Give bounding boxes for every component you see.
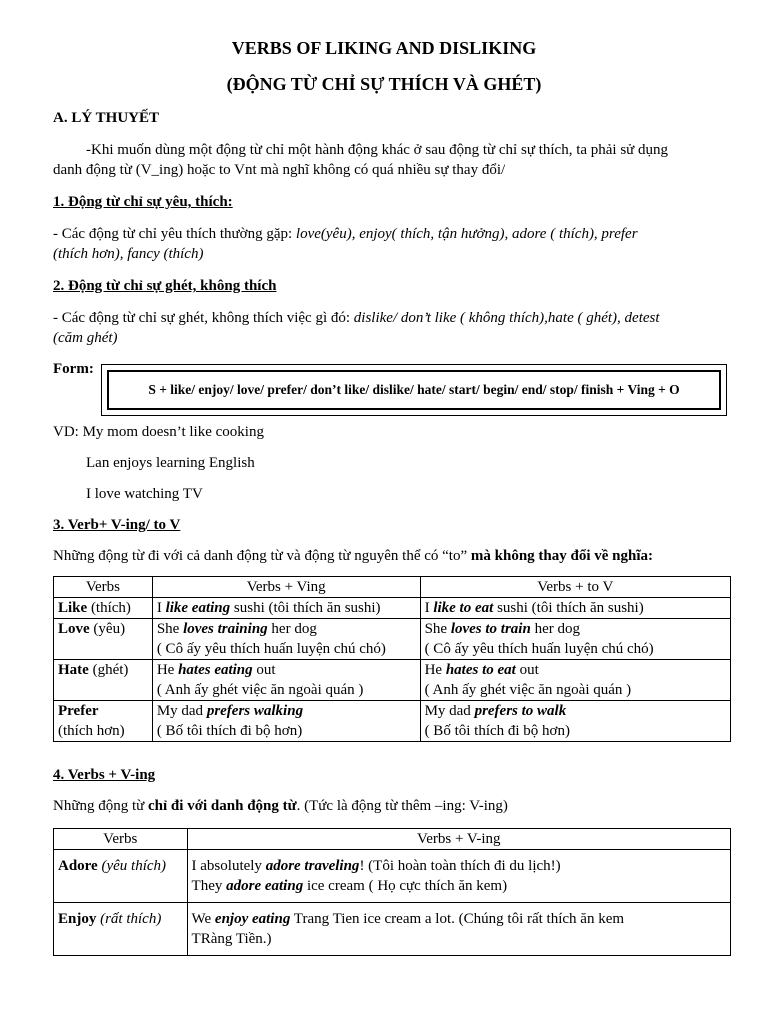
tov-cell bbox=[420, 598, 730, 619]
ving-cell bbox=[152, 660, 420, 701]
ving-pre: He bbox=[156, 662, 179, 678]
ving-pre: My dad bbox=[156, 703, 207, 719]
para-4 bbox=[53, 798, 508, 815]
form-box bbox=[101, 364, 727, 416]
verb-name: Enjoy bbox=[58, 911, 97, 927]
table-row bbox=[54, 701, 731, 742]
tov-emphasis: hates to eat bbox=[445, 662, 516, 678]
tov-post: out bbox=[515, 662, 539, 678]
verb-name: Adore bbox=[58, 858, 98, 874]
form-label: Form: bbox=[53, 361, 94, 377]
ving-translation: ( Bố tôi thích đi bộ hơn) bbox=[156, 723, 303, 739]
para-2-line1 bbox=[53, 310, 660, 327]
tov-pre: She bbox=[424, 621, 451, 637]
example-cell bbox=[187, 850, 730, 903]
example-emphasis: adore traveling bbox=[265, 858, 360, 874]
tov-cell bbox=[420, 660, 730, 701]
example-pre: I absolutely bbox=[191, 858, 266, 874]
table2-header-ving: Verbs + V-ing bbox=[187, 829, 730, 850]
example-post: ice cream ( Họ cực thích ăn kem) bbox=[303, 878, 508, 894]
heading-3: 3. Verb+ V-ing/ to V bbox=[53, 517, 181, 533]
example-pre: We bbox=[191, 911, 215, 927]
example-post: Trang Tien ice cream a lot. (Chúng tôi rất thích ăn kem bbox=[290, 911, 625, 927]
para-1-italic-1: love(yêu), enjoy( thích, tận hưởng), adore ( thích), prefer bbox=[295, 226, 638, 242]
tov-translation: ( Cô ấy yêu thích huấn luyện chú chó) bbox=[424, 641, 654, 657]
verb-meaning: (ghét) bbox=[88, 662, 129, 678]
verb-cell bbox=[54, 598, 153, 619]
ving-emphasis: prefers walking bbox=[206, 703, 304, 719]
verb-cell bbox=[54, 701, 153, 742]
ving-post: sushi (tôi thích ăn sushi) bbox=[230, 600, 381, 616]
ving-cell bbox=[152, 701, 420, 742]
example-emphasis: adore eating bbox=[226, 878, 304, 894]
verb-meaning: (thích hơn) bbox=[58, 723, 125, 739]
example-pre: TRàng Tiền.) bbox=[191, 931, 272, 947]
table-row bbox=[54, 660, 731, 701]
doc-title-line1: VERBS OF LIKING AND DISLIKING bbox=[231, 38, 537, 58]
tov-pre: My dad bbox=[424, 703, 475, 719]
verb-meaning: (yêu) bbox=[89, 621, 126, 637]
para-3 bbox=[53, 548, 653, 565]
table1-header-verbs: Verbs bbox=[54, 577, 153, 598]
section-a-heading: A. LÝ THUYẾT bbox=[53, 110, 159, 126]
example-line-1: VD: My mom doesn’t like cooking bbox=[53, 424, 264, 440]
para-1-italic-2: (thích hơn), fancy (thích) bbox=[53, 246, 204, 262]
table1-header-tov: Verbs + to V bbox=[420, 577, 730, 598]
table2-header-row bbox=[54, 829, 731, 850]
intro-line-2: danh động từ (V_ing) hoặc to Vnt mà nghĩ không có quá nhiều sự thay đổi/ bbox=[53, 162, 506, 178]
ving-cell bbox=[152, 598, 420, 619]
table1-header-ving: Verbs + Ving bbox=[152, 577, 420, 598]
para-1-prefix: - Các động từ chỉ yêu thích thường gặp: bbox=[53, 226, 296, 242]
table-row bbox=[54, 903, 731, 956]
table1-header-row bbox=[54, 577, 731, 598]
para-3-bold: mà không thay đổi về nghĩa: bbox=[470, 548, 654, 564]
verb-meaning: (yêu thích) bbox=[101, 858, 167, 874]
ving-post: her dog bbox=[267, 621, 317, 637]
ving-cell bbox=[152, 619, 420, 660]
ving-emphasis: loves training bbox=[183, 621, 268, 637]
verb-cell bbox=[54, 903, 188, 956]
tov-post: her dog bbox=[530, 621, 580, 637]
ving-pre: She bbox=[156, 621, 184, 637]
table-row bbox=[54, 619, 731, 660]
para-2-italic-2: (căm ghét) bbox=[53, 330, 118, 346]
ving-translation: ( Anh ấy ghét việc ăn ngoài quán ) bbox=[156, 682, 364, 698]
verb-meaning: (rất thích) bbox=[100, 911, 162, 927]
para-4-bold: chỉ đi với danh động từ bbox=[148, 798, 297, 814]
tov-pre: He bbox=[424, 662, 446, 678]
verb-name: Love bbox=[58, 621, 90, 637]
tov-emphasis: loves to train bbox=[450, 621, 531, 637]
ving-translation: ( Cô ấy yêu thích huấn luyện chú chó) bbox=[156, 641, 386, 657]
tov-emphasis: prefers to walk bbox=[474, 703, 567, 719]
example-emphasis: enjoy eating bbox=[214, 911, 291, 927]
table-row bbox=[54, 598, 731, 619]
example-line-2: Lan enjoys learning English bbox=[86, 455, 255, 471]
intro-line-1: -Khi muốn dùng một động từ chỉ một hành động khác ở sau động từ chỉ sự thích, ta phải sử dụng bbox=[86, 142, 669, 158]
example-post: ! (Tôi hoàn toàn thích đi du lịch!) bbox=[359, 858, 561, 874]
verb-cell bbox=[54, 850, 188, 903]
example-pre: They bbox=[191, 878, 227, 894]
verb-name: Prefer bbox=[58, 703, 99, 719]
doc-title-line2: (ĐỘNG TỪ CHỈ SỰ THÍCH VÀ GHÉT) bbox=[226, 74, 542, 94]
heading-1: 1. Động từ chỉ sự yêu, thích: bbox=[53, 194, 233, 210]
tov-cell bbox=[420, 701, 730, 742]
tov-pre: I bbox=[424, 600, 434, 616]
verb-name: Hate bbox=[58, 662, 89, 678]
tov-post: sushi (tôi thích ăn sushi) bbox=[493, 600, 644, 616]
form-formula: S + like/ enjoy/ love/ prefer/ don’t like/ dislike/ hate/ start/ begin/ end/ stop/ finish + Ving + O bbox=[107, 370, 721, 410]
verb-name: Like bbox=[58, 600, 88, 616]
tov-translation: ( Anh ấy ghét việc ăn ngoài quán ) bbox=[424, 682, 632, 698]
tov-translation: ( Bố tôi thích đi bộ hơn) bbox=[424, 723, 570, 739]
heading-4: 4. Verbs + V-ing bbox=[53, 767, 156, 783]
para-4-pre: Những động từ bbox=[53, 798, 149, 814]
heading-2: 2. Động từ chỉ sự ghét, không thích bbox=[53, 278, 277, 294]
tov-cell bbox=[420, 619, 730, 660]
verb-cell bbox=[54, 619, 153, 660]
table2-header-verbs: Verbs bbox=[54, 829, 188, 850]
para-1-line1 bbox=[53, 226, 638, 243]
para-3-normal: Những động từ đi với cả danh động từ và động từ nguyên thể có “to” bbox=[53, 548, 471, 564]
example-line-3: I love watching TV bbox=[86, 486, 203, 502]
verbs-ving-tov-table bbox=[53, 576, 731, 742]
para-4-post: . (Tức là động từ thêm –ing: V-ing) bbox=[296, 798, 508, 814]
ving-pre: I bbox=[156, 600, 166, 616]
ving-emphasis: hates eating bbox=[178, 662, 253, 678]
verbs-ving-only-table bbox=[53, 828, 731, 956]
tov-emphasis: like to eat bbox=[433, 600, 494, 616]
verb-meaning: (thích) bbox=[87, 600, 131, 616]
table-row bbox=[54, 850, 731, 903]
para-2-italic-1: dislike/ don’t like ( không thích),hate ( ghét), detest bbox=[353, 310, 660, 326]
verb-cell bbox=[54, 660, 153, 701]
ving-post: out bbox=[252, 662, 276, 678]
para-2-prefix: - Các động từ chỉ sự ghét, không thích việc gì đó: bbox=[53, 310, 354, 326]
example-cell bbox=[187, 903, 730, 956]
ving-emphasis: like eating bbox=[165, 600, 231, 616]
